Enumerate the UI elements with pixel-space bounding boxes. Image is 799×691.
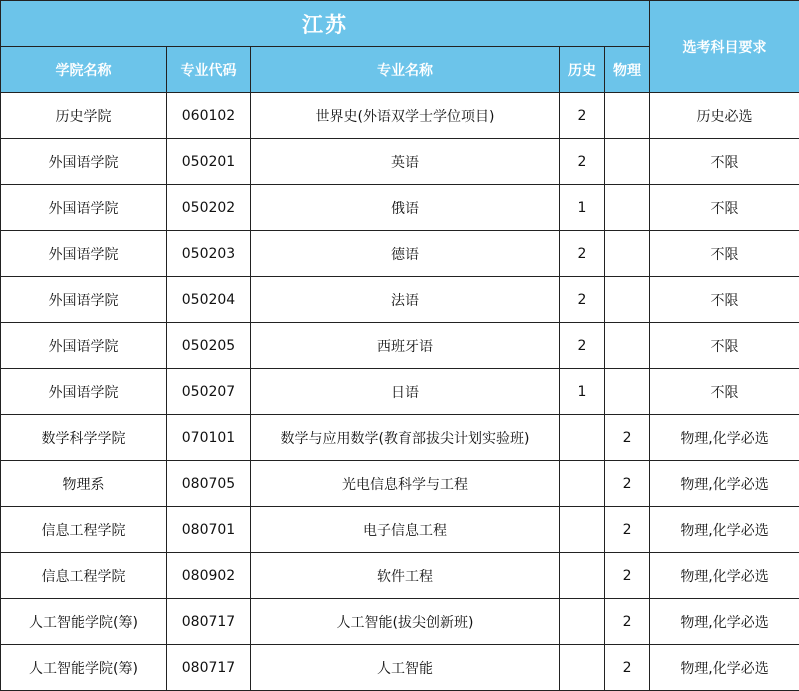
- cell-requirement: 物理,化学必选: [650, 599, 799, 645]
- table-row: [1, 323, 799, 369]
- table-row: [1, 139, 799, 185]
- cell-code: 050205: [167, 323, 251, 369]
- table-row: [1, 185, 799, 231]
- table-row: [1, 277, 799, 323]
- cell-code: 050204: [167, 277, 251, 323]
- cell-history: 2: [560, 277, 605, 323]
- table-row: [1, 231, 799, 277]
- cell-major: 日语: [251, 369, 560, 415]
- cell-physics: [605, 277, 650, 323]
- cell-major: 电子信息工程: [251, 507, 560, 553]
- cell-physics: [605, 139, 650, 185]
- column-header-requirement: 选考科目要求: [650, 1, 799, 93]
- cell-major: 数学与应用数学(教育部拔尖计划实验班): [251, 415, 560, 461]
- cell-requirement: 不限: [650, 277, 799, 323]
- cell-code: 080701: [167, 507, 251, 553]
- cell-physics: [605, 231, 650, 277]
- cell-history: [560, 645, 605, 691]
- cell-physics: [605, 369, 650, 415]
- column-header-history: 历史: [560, 47, 605, 93]
- cell-code: 080705: [167, 461, 251, 507]
- cell-physics: 2: [605, 599, 650, 645]
- province-title: 江苏: [1, 1, 650, 47]
- cell-requirement: 物理,化学必选: [650, 415, 799, 461]
- cell-history: 2: [560, 93, 605, 139]
- cell-college: 信息工程学院: [1, 553, 167, 599]
- cell-code: 080902: [167, 553, 251, 599]
- table-body: [1, 93, 799, 691]
- cell-code: 050203: [167, 231, 251, 277]
- cell-major: 世界史(外语双学士学位项目): [251, 93, 560, 139]
- cell-physics: 2: [605, 507, 650, 553]
- cell-major: 人工智能: [251, 645, 560, 691]
- cell-college: 外国语学院: [1, 185, 167, 231]
- cell-history: [560, 553, 605, 599]
- cell-major: 西班牙语: [251, 323, 560, 369]
- cell-history: 2: [560, 323, 605, 369]
- cell-history: [560, 415, 605, 461]
- cell-history: [560, 599, 605, 645]
- cell-college: 人工智能学院(筹): [1, 645, 167, 691]
- cell-major: 英语: [251, 139, 560, 185]
- cell-requirement: 不限: [650, 323, 799, 369]
- table-row: [1, 645, 799, 691]
- cell-requirement: 物理,化学必选: [650, 645, 799, 691]
- cell-college: 外国语学院: [1, 231, 167, 277]
- cell-college: 人工智能学院(筹): [1, 599, 167, 645]
- cell-major: 俄语: [251, 185, 560, 231]
- cell-history: 1: [560, 369, 605, 415]
- cell-requirement: 不限: [650, 139, 799, 185]
- table-row: [1, 599, 799, 645]
- cell-requirement: 物理,化学必选: [650, 461, 799, 507]
- cell-major: 法语: [251, 277, 560, 323]
- cell-code: 050201: [167, 139, 251, 185]
- cell-physics: 2: [605, 461, 650, 507]
- cell-requirement: 不限: [650, 185, 799, 231]
- cell-major: 软件工程: [251, 553, 560, 599]
- cell-requirement: 物理,化学必选: [650, 553, 799, 599]
- table-row: [1, 461, 799, 507]
- cell-requirement: 历史必选: [650, 93, 799, 139]
- cell-history: [560, 461, 605, 507]
- cell-history: 1: [560, 185, 605, 231]
- cell-physics: [605, 323, 650, 369]
- cell-code: 060102: [167, 93, 251, 139]
- table-row: [1, 415, 799, 461]
- table-row: [1, 553, 799, 599]
- cell-requirement: 不限: [650, 369, 799, 415]
- cell-physics: 2: [605, 553, 650, 599]
- cell-college: 外国语学院: [1, 323, 167, 369]
- cell-code: 080717: [167, 645, 251, 691]
- column-header-code: 专业代码: [167, 47, 251, 93]
- column-header-college: 学院名称: [1, 47, 167, 93]
- cell-requirement: 不限: [650, 231, 799, 277]
- table-row: [1, 369, 799, 415]
- cell-physics: 2: [605, 645, 650, 691]
- table-row: [1, 507, 799, 553]
- cell-code: 050207: [167, 369, 251, 415]
- cell-history: [560, 507, 605, 553]
- cell-code: 070101: [167, 415, 251, 461]
- cell-major: 光电信息科学与工程: [251, 461, 560, 507]
- cell-physics: [605, 93, 650, 139]
- cell-college: 信息工程学院: [1, 507, 167, 553]
- cell-code: 080717: [167, 599, 251, 645]
- cell-history: 2: [560, 139, 605, 185]
- cell-code: 050202: [167, 185, 251, 231]
- table-row: [1, 93, 799, 139]
- column-header-physics: 物理: [605, 47, 650, 93]
- cell-major: 德语: [251, 231, 560, 277]
- cell-major: 人工智能(拔尖创新班): [251, 599, 560, 645]
- province-header-row: [1, 1, 799, 47]
- cell-college: 历史学院: [1, 93, 167, 139]
- cell-college: 外国语学院: [1, 139, 167, 185]
- cell-college: 外国语学院: [1, 369, 167, 415]
- cell-physics: [605, 185, 650, 231]
- cell-college: 物理系: [1, 461, 167, 507]
- cell-requirement: 物理,化学必选: [650, 507, 799, 553]
- cell-college: 数学科学学院: [1, 415, 167, 461]
- column-header-major: 专业名称: [251, 47, 560, 93]
- cell-college: 外国语学院: [1, 277, 167, 323]
- cell-history: 2: [560, 231, 605, 277]
- cell-physics: 2: [605, 415, 650, 461]
